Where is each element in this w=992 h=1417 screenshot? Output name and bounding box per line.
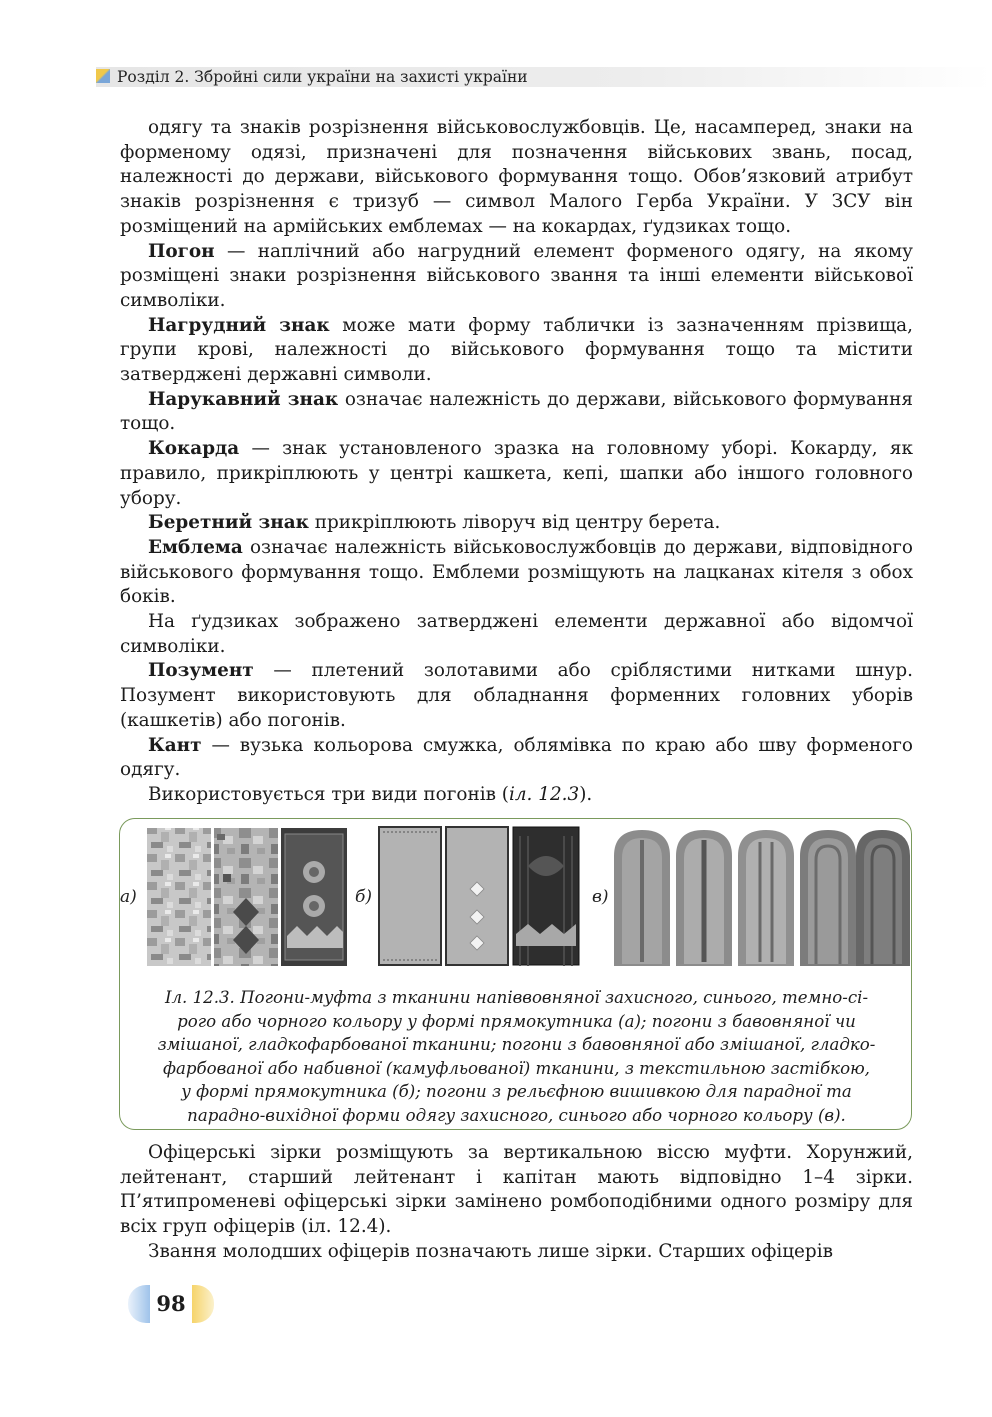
term: Емблема [148, 536, 243, 558]
term: Погон [148, 240, 215, 262]
paragraph-text: може мати форму таблички із зазначенням прізвища, групи крові, належності до військового формування тощо та містити затверджені державні символи. [120, 314, 913, 386]
figure-label-c: в) [592, 887, 609, 907]
caption-line: змішаної, гладкофарбованої тканини; погони з бавовняної або змішаної, гладко- [157, 1035, 876, 1055]
term: Беретний знак [148, 512, 309, 534]
paragraph: Офіцерські зірки розміщують за вертикальною віссю муфти. Хорунжий, лейтенант, старший лейтенант і капітан мають відповідно 1–4 зірки. П’ятипроменеві офіцерські зірки замінено ромбоподібними одного розміру для всіх груп офіцерів (іл. 12.4). [120, 1142, 913, 1238]
term: Кант [148, 734, 202, 756]
term: Кокарда [148, 438, 240, 460]
caption-line: рого або чорного кольору у формі прямокутника (а); погони з бавовняної чи [177, 1011, 856, 1031]
paragraph-text: — плетений золотавими або сріблястими нитками шнур. Позумент використовують для обладнання форменних головних уборів (кашкетів) або погонів. [120, 660, 913, 731]
term: Нарукавний знак [148, 388, 339, 410]
paragraph-text: прикріплюють ліворуч від центру берета. [308, 512, 721, 534]
paragraph [120, 536, 913, 610]
page-number-tab [128, 1285, 216, 1323]
shoulder-boards-parade-image [612, 826, 912, 966]
paragraph [120, 610, 913, 659]
caption-line: парадно-вихідної форми одягу захисного, синього або чорного кольору (в). [187, 1105, 846, 1125]
figure-label-b: б) [355, 887, 373, 907]
term: Нагрудний знак [148, 314, 330, 336]
caption-line: фарбованої або набивної (камуфльованої) тканини, з текстильною застібкою, [163, 1058, 870, 1078]
page-tab-right-decoration [192, 1285, 214, 1323]
paragraph-text: ). [579, 783, 593, 805]
shoulder-boards-fabric-image [378, 826, 582, 968]
figure-reference: іл. 12.3 [508, 783, 580, 805]
paragraph [120, 511, 913, 536]
body-text-bottom [120, 1141, 913, 1265]
body-text-top [120, 116, 913, 808]
paragraph-text: Використовується три види погонів ( [148, 783, 509, 805]
paragraph [120, 734, 913, 783]
caption-line: Іл. 12.3. Погони-муфта з тканини напіввовняної захисного, синього, темно-сі- [164, 988, 869, 1007]
paragraph [120, 116, 913, 240]
paragraph: Звання молодших офіцерів позначають лише зірки. Старших офіцерів [148, 1240, 833, 1262]
paragraph [120, 314, 913, 388]
paragraph-text: — наплічний або нагрудний елемент форменого одягу, на якому розміщені знаки розрізнення військового звання та інші елементи військової символіки. [120, 240, 913, 311]
paragraph [120, 659, 913, 733]
paragraph [120, 240, 913, 314]
figure-label-a: а) [120, 887, 137, 907]
paragraph-text: На ґудзиках зображено затверджені елементи державної або відомчої символіки. [120, 611, 913, 657]
caption-line: у формі прямокутника (б); погони з рельєфною вишивкою для парадної та [181, 1082, 852, 1102]
paragraph-text: — знак установленого зразка на головному уборі. Кокарду, як правило, прикріплюють у центрі кашкета, кепі, шапки або іншого головного убору. [120, 438, 913, 509]
term: Позумент [148, 660, 254, 682]
shoulder-boards-sleeve-image [147, 826, 347, 968]
paragraph-text: означає належність до держави, військового формування тощо. [120, 388, 913, 435]
paragraph [120, 783, 913, 808]
running-header-title: Розділ 2. Збройні сили україни на захисті україни [117, 68, 528, 86]
paragraph [120, 388, 913, 437]
paragraph-text: одягу та знаків розрізнення військовослужбовців. Це, насамперед, знаки на форменому одязі, призначені для позначення військових звань, посад, належності до держави, військового формування тощо. Обов’язковий атрибут знаків розрізнення є тризуб — символ Малого Герба України. У ЗСУ він розміщений на армійських емблемах — на кокардах, ґудзиках тощо. [120, 117, 913, 237]
figure-caption [135, 986, 898, 1128]
running-header [96, 67, 992, 87]
paragraph-text: означає належність військовослужбовців до держави, відповідного військового формування тощо. Емблеми розміщують на лацканах кітеля з обох боків. [120, 536, 913, 608]
page-number: 98 [156, 1291, 186, 1316]
header-corner-mark [96, 69, 110, 83]
paragraph [120, 437, 913, 511]
paragraph-text: — вузька кольорова смужка, облямівка по краю або шву форменого одягу. [120, 734, 913, 781]
page-tab-left-decoration [128, 1285, 150, 1323]
